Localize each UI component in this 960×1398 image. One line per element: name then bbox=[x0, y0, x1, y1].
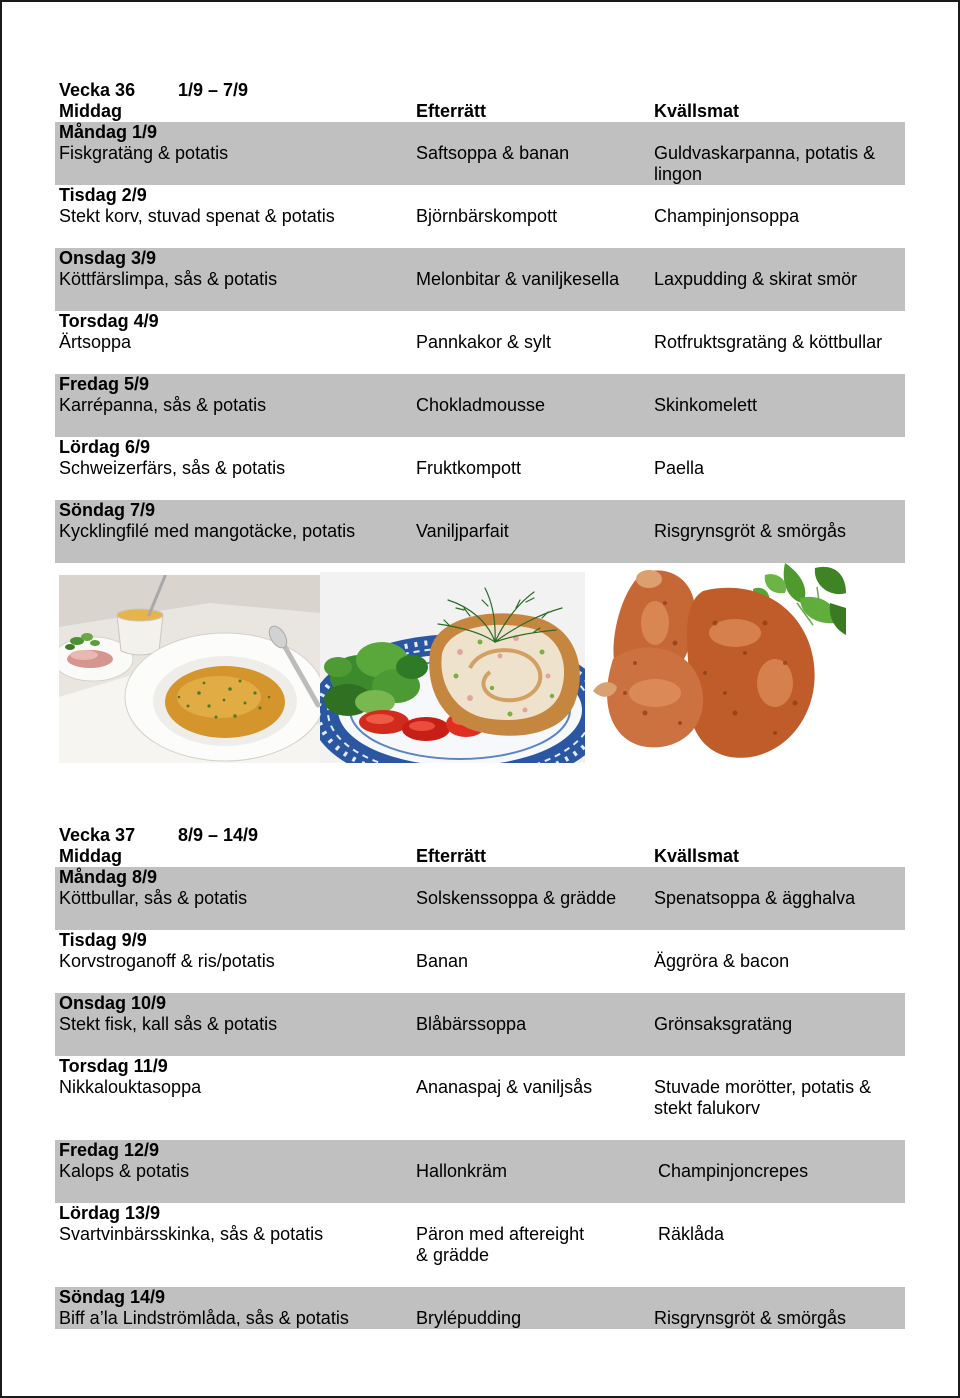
day-row-tuesday bbox=[55, 185, 905, 248]
supper-cell: Skinkomelett bbox=[654, 395, 758, 415]
day-row-tuesday bbox=[55, 930, 905, 993]
roast-chicken-photo bbox=[585, 563, 846, 763]
dessert-cell: Björnbärskompott bbox=[416, 206, 558, 226]
week-dates: 8/9 – 14/9 bbox=[178, 825, 259, 845]
day-name: Tisdag 9/9 bbox=[59, 930, 147, 950]
dessert-cell: Banan bbox=[416, 951, 469, 971]
supper-cell: Grönsaksgratäng bbox=[654, 1014, 793, 1034]
dinner-cell: Kycklingfilé med mangotäcke, potatis bbox=[59, 521, 356, 541]
supper-cell: Äggröra & bacon bbox=[654, 951, 790, 971]
supper-cell: Spenatsoppa & ägghalva bbox=[654, 888, 856, 908]
omelette-roll bbox=[429, 613, 580, 735]
supper-cell: Stuvade morötter, potatis & stekt falukorv bbox=[654, 1077, 872, 1118]
dessert-cell: Vaniljparfait bbox=[416, 521, 509, 541]
dinner-cell: Köttfärslimpa, sås & potatis bbox=[59, 269, 278, 289]
dessert-cell: Melonbitar & vaniljkesella bbox=[416, 269, 620, 289]
day-name: Måndag 8/9 bbox=[59, 867, 158, 887]
day-name: Lördag 6/9 bbox=[59, 437, 151, 457]
day-row-sunday bbox=[55, 1287, 905, 1329]
dinner-cell: Karrépanna, sås & potatis bbox=[59, 395, 267, 415]
dinner-cell: Schweizerfärs, sås & potatis bbox=[59, 458, 286, 478]
day-row-friday bbox=[55, 374, 905, 437]
day-name: Måndag 1/9 bbox=[59, 122, 158, 142]
day-row-monday bbox=[55, 122, 905, 185]
day-name: Torsdag 4/9 bbox=[59, 311, 159, 331]
dessert-cell: Brylépudding bbox=[416, 1308, 522, 1328]
header-dinner: Middag bbox=[59, 846, 122, 866]
dinner-cell: Fiskgratäng & potatis bbox=[59, 143, 229, 163]
day-row-saturday bbox=[55, 1203, 905, 1287]
day-row-friday bbox=[55, 1140, 905, 1203]
header-supper: Kvällsmat bbox=[654, 846, 740, 866]
dinner-cell: Biff a’la Lindströmlåda, sås & potatis bbox=[59, 1308, 349, 1328]
day-name: Söndag 7/9 bbox=[59, 500, 156, 520]
header-dessert: Efterrätt bbox=[416, 846, 487, 866]
dessert-cell: Chokladmousse bbox=[416, 395, 546, 415]
dessert-cell: Ananaspaj & vaniljsås bbox=[416, 1077, 593, 1097]
day-row-wednesday bbox=[55, 993, 905, 1056]
dinner-cell: Stekt fisk, kall sås & potatis bbox=[59, 1014, 278, 1034]
day-name: Onsdag 10/9 bbox=[59, 993, 167, 1013]
day-name: Onsdag 3/9 bbox=[59, 248, 157, 268]
header-dinner: Middag bbox=[59, 101, 122, 121]
supper-cell: Laxpudding & skirat smör bbox=[654, 269, 858, 289]
header-dessert: Efterrätt bbox=[416, 101, 487, 121]
omelette-roll-plate-photo bbox=[320, 572, 585, 763]
supper-cell: Guldvaskarpanna, potatis & lingon bbox=[654, 143, 876, 184]
dinner-cell: Stekt korv, stuvad spenat & potatis bbox=[59, 206, 335, 226]
dinner-cell: Ärtsoppa bbox=[59, 332, 132, 352]
day-row-monday bbox=[55, 867, 905, 930]
day-name: Lördag 13/9 bbox=[59, 1203, 161, 1223]
day-row-thursday bbox=[55, 1056, 905, 1140]
day-name: Fredag 5/9 bbox=[59, 374, 150, 394]
day-row-sunday bbox=[55, 500, 905, 563]
supper-cell: Risgrynsgröt & smörgås bbox=[654, 521, 847, 541]
day-row-saturday bbox=[55, 437, 905, 500]
supper-cell: Risgrynsgröt & smörgås bbox=[654, 1308, 847, 1328]
dessert-cell: Fruktkompott bbox=[416, 458, 522, 478]
supper-cell: Räklåda bbox=[658, 1224, 725, 1244]
week-label: Vecka 37 bbox=[59, 825, 136, 845]
week-title bbox=[55, 80, 905, 101]
supper-cell: Rotfruktsgratäng & köttbullar bbox=[654, 332, 883, 352]
day-name: Söndag 14/9 bbox=[59, 1287, 166, 1307]
week-dates: 1/9 – 7/9 bbox=[178, 80, 249, 100]
day-row-wednesday bbox=[55, 248, 905, 311]
dessert-cell: Blåbärssoppa bbox=[416, 1014, 527, 1034]
dinner-cell: Köttbullar, sås & potatis bbox=[59, 888, 248, 908]
column-headers bbox=[55, 846, 905, 867]
day-row-thursday bbox=[55, 311, 905, 374]
header-supper: Kvällsmat bbox=[654, 101, 740, 121]
dessert-cell: Päron med aftereight & grädde bbox=[416, 1224, 585, 1265]
week-36-menu bbox=[55, 80, 905, 563]
dinner-cell: Korvstroganoff & ris/potatis bbox=[59, 951, 275, 971]
day-name: Tisdag 2/9 bbox=[59, 185, 147, 205]
week-title bbox=[55, 825, 905, 846]
supper-cell: Champinjoncrepes bbox=[658, 1161, 809, 1181]
dinner-cell: Kalops & potatis bbox=[59, 1161, 190, 1181]
column-headers bbox=[55, 101, 905, 122]
day-name: Fredag 12/9 bbox=[59, 1140, 160, 1160]
week-37-menu bbox=[55, 825, 905, 1329]
dessert-cell: Solskenssoppa & grädde bbox=[416, 888, 617, 908]
dessert-cell: Pannkakor & sylt bbox=[416, 332, 552, 352]
dessert-cell: Saftsoppa & banan bbox=[416, 143, 570, 163]
week-label: Vecka 36 bbox=[59, 80, 136, 100]
dinner-cell: Svartvinbärsskinka, sås & potatis bbox=[59, 1224, 324, 1244]
supper-cell: Paella bbox=[654, 458, 705, 478]
dessert-cell: Hallonkräm bbox=[416, 1161, 508, 1181]
supper-cell: Champinjonsoppa bbox=[654, 206, 800, 226]
soup-photo bbox=[59, 575, 320, 763]
day-name: Torsdag 11/9 bbox=[59, 1056, 168, 1076]
dinner-cell: Nikkalouktasoppa bbox=[59, 1077, 202, 1097]
